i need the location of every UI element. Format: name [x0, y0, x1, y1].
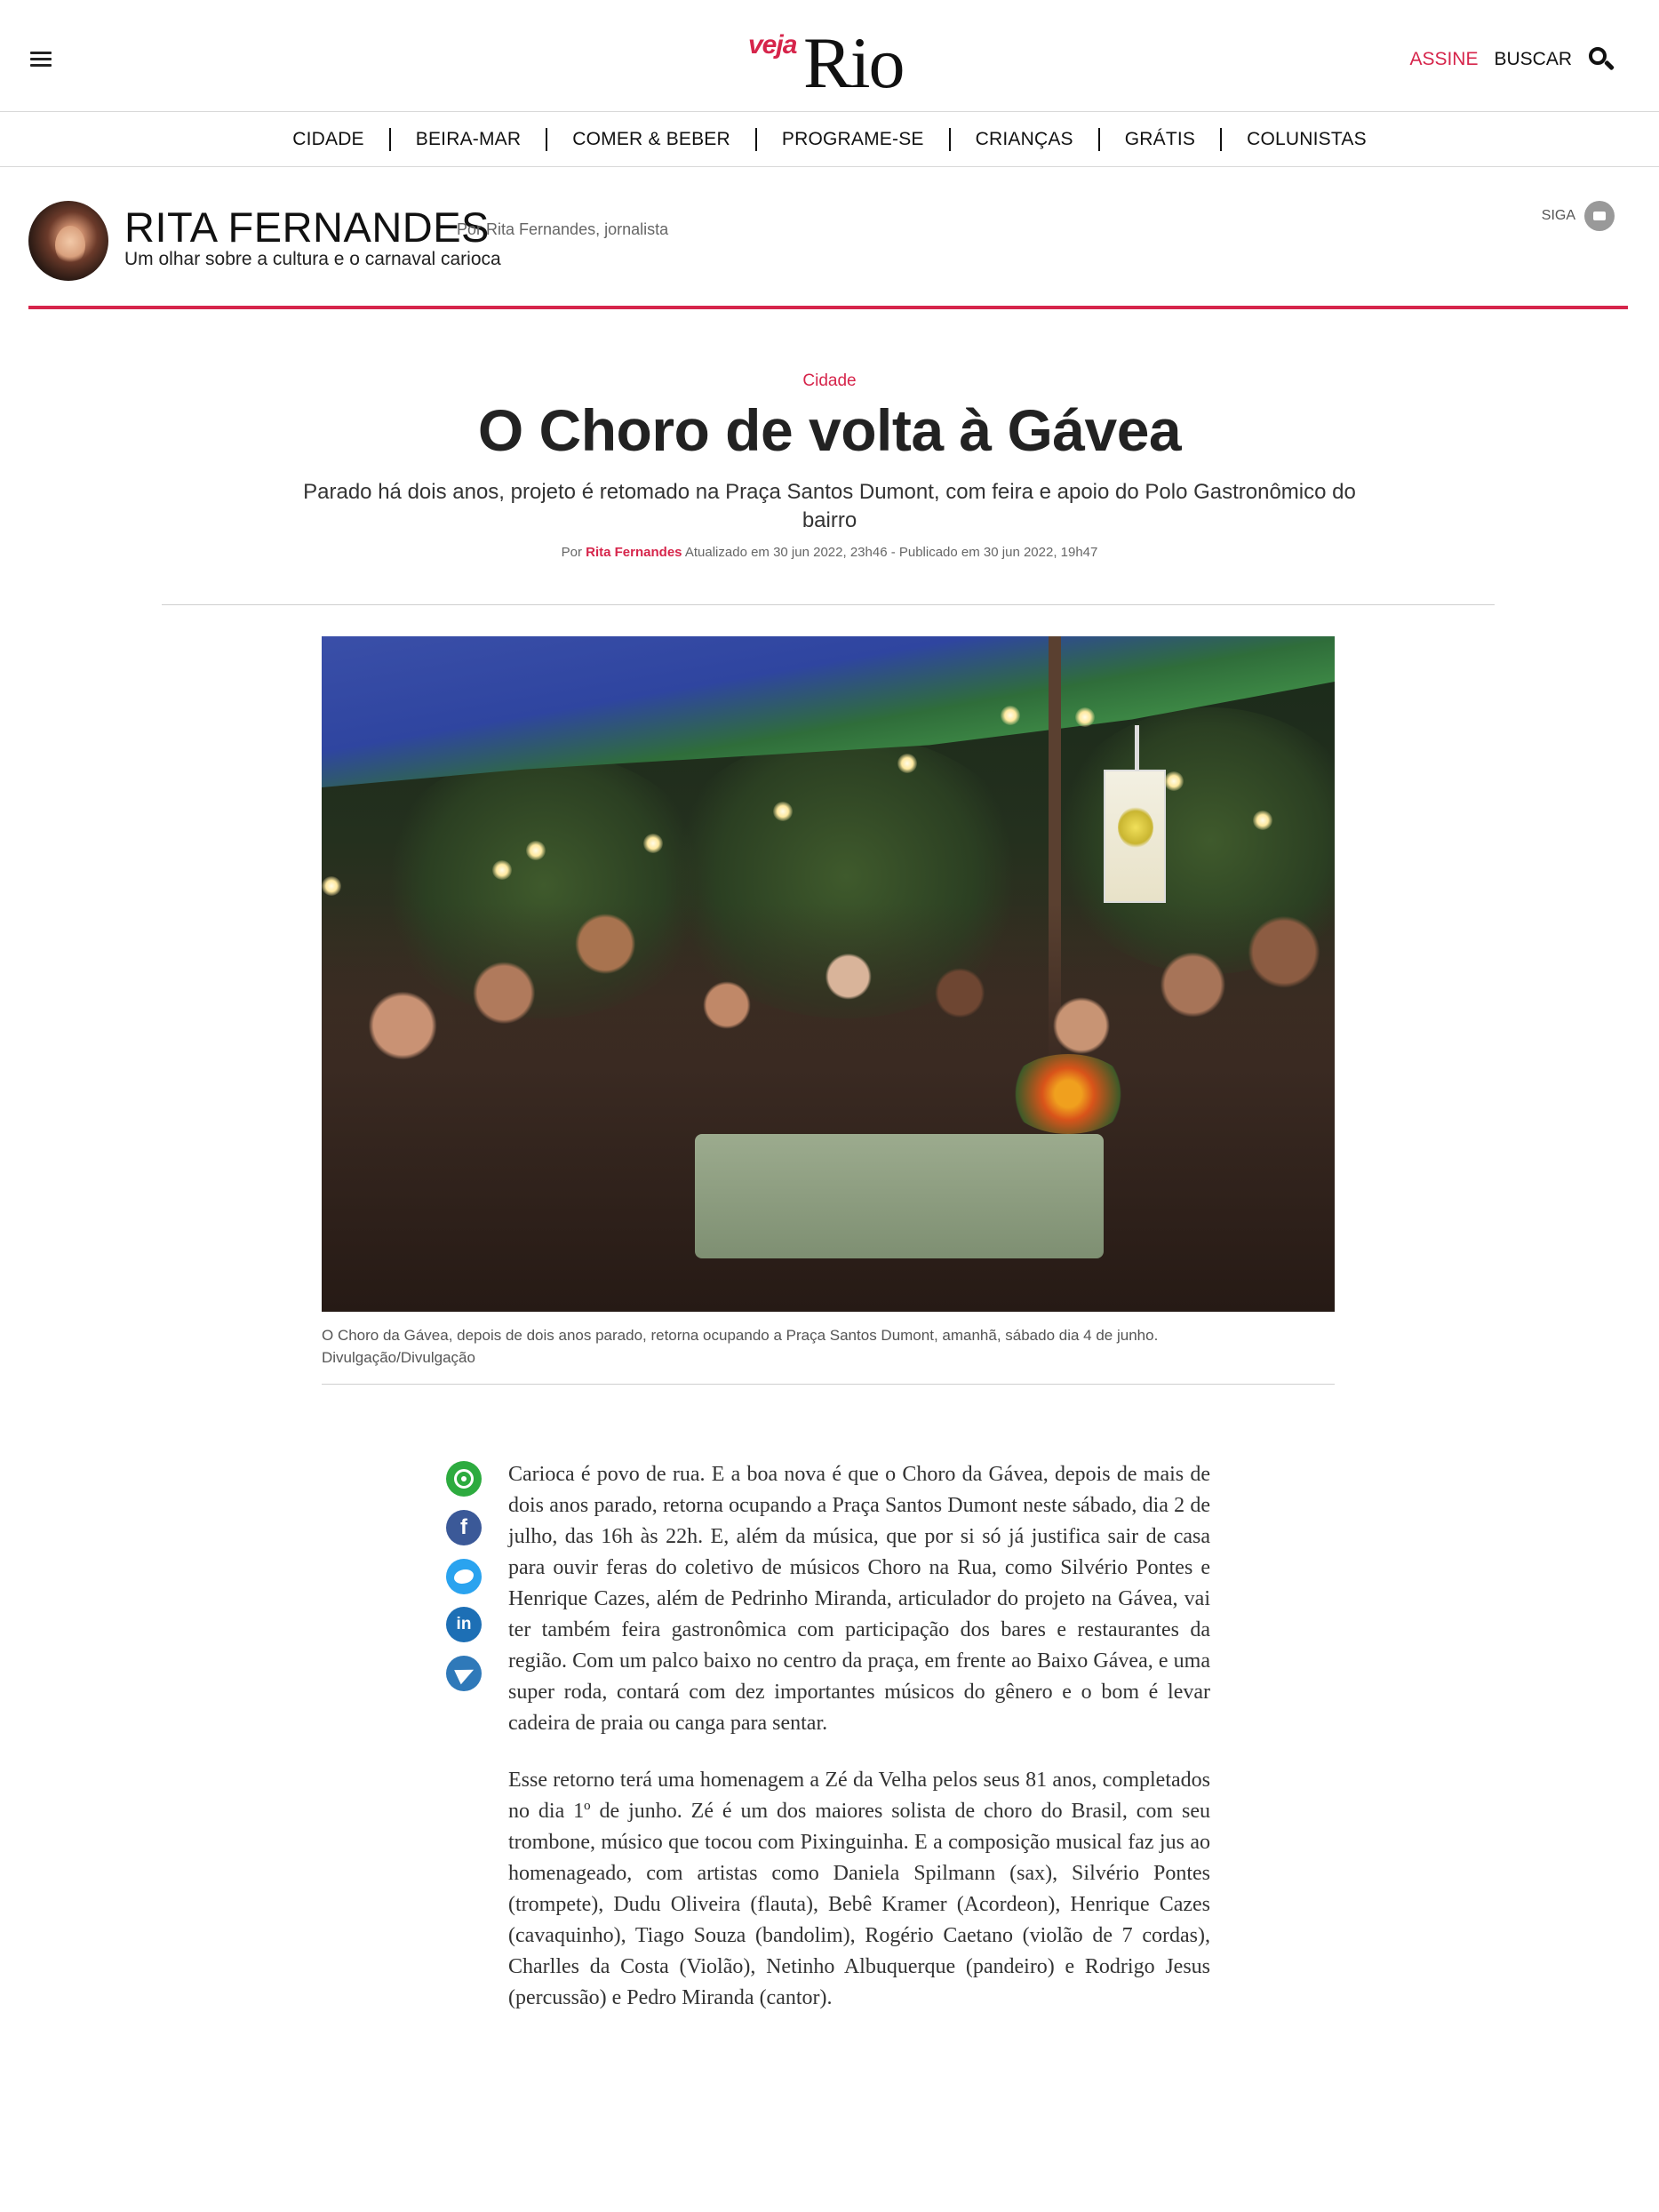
photo-light [1001, 706, 1020, 725]
article-paragraph: Esse retorno terá uma homenagem a Zé da Velha pelos seus 81 anos, completados no dia 1º de junho. Zé é um dos maiores solista de choro do Brasil, com seu trombone, músico que tocou com Pixinguinha. E a composição musical faz jus ao homenageado, com artistas como Daniela Spilmann (sax), Silvério Pontes (trompete), Dudu Oliveira (flauta), Bebê Kramer (Acordeon), Henrique Cazes (cavaquinho), Tiago Souza (bandolim), Rogério Caetano (violão de 7 cordas), Charlles da Costa (Violão), Netinho Albuquerque (pandeiro) e Rodrigo Jesus (percussão) e Pedro Miranda (cantor). [508, 1769, 1210, 2009]
whatsapp-icon [454, 1469, 474, 1489]
photo-light [1164, 771, 1184, 791]
photo-light [897, 754, 917, 773]
linkedin-share-button[interactable] [446, 1607, 482, 1642]
columnist-name[interactable]: RITA FERNANDES [124, 204, 490, 251]
photo-light [1075, 707, 1095, 727]
photo-divider [322, 1384, 1335, 1385]
nav-item-criancas[interactable]: CRIANÇAS [975, 128, 1073, 149]
photo-light [643, 834, 663, 853]
photo-caption: O Choro da Gávea, depois de dois anos parado, retorna ocupando a Praça Santos Dumont, amanhã, sábado dia 4 de junho. Divulgação/Divulgação [322, 1327, 1159, 1366]
subscribe-link[interactable]: ASSINE [1409, 49, 1479, 69]
photo-light [492, 860, 512, 880]
photo-flowers [1006, 1054, 1130, 1134]
header-actions [1409, 46, 1615, 73]
columnist-byline: Por Rita Fernandes, jornalista [457, 220, 669, 238]
photo-light [526, 841, 546, 860]
article-title: O Choro de volta à Gávea [477, 397, 1182, 463]
photo-light [322, 876, 341, 896]
follow-label: SIGA [1541, 208, 1575, 223]
twitter-icon [454, 1569, 474, 1584]
top-header [0, 0, 1659, 112]
mail-icon [1584, 201, 1615, 231]
follow-button[interactable] [1542, 201, 1615, 231]
photo-light [773, 802, 793, 821]
main-nav [0, 112, 1659, 167]
nav-item-gratis[interactable]: GRÁTIS [1124, 128, 1196, 149]
menu-icon[interactable] [30, 52, 52, 68]
search-icon[interactable] [1588, 46, 1615, 73]
nav-item-colunistas[interactable]: COLUNISTAS [1247, 128, 1367, 149]
meta-by: Por [561, 545, 582, 560]
nav-item-comer-beber[interactable]: COMER & BEBER [572, 128, 730, 149]
whatsapp-share-button[interactable] [446, 1461, 482, 1497]
photo-light [1253, 811, 1272, 830]
facebook-icon: f [460, 1515, 467, 1539]
columnist-description: Um olhar sobre a cultura e o carnaval carioca [124, 249, 501, 269]
nav-item-cidade[interactable]: CIDADE [292, 128, 364, 149]
telegram-share-button[interactable] [446, 1656, 482, 1691]
columnist-header [28, 201, 1628, 281]
columnist-avatar[interactable] [28, 201, 108, 281]
photo-banner [1104, 770, 1166, 903]
article-paragraph: Carioca é povo de rua. E a boa nova é que o Choro da Gávea, depois de mais de dois anos parado, retorna ocupando a Praça Santos Dumont neste sábado, dia 2 de julho, das 16h às 22h. E, além da música, que por si só já justifica sair de casa para ouvir feras do coletivo de músicos Choro na Rua, como Silvério Pontes e Henrique Cazes, além de Pedrinho Miranda, articulador do projeto na Gávea, vai ter também feira gastronômica com participação dos bares e restaurantes da região. Com um palco baixo no centro da praça, em frente ao Baixo Gávea, e uma super roda, contará com dez importantes músicos do gênero e o bom é levar cadeira de praia ou canga para sentar. [508, 1463, 1210, 1735]
nav-item-beira-mar[interactable]: BEIRA-MAR [415, 128, 522, 149]
header-divider [162, 604, 1495, 605]
search-link[interactable]: BUSCAR [1494, 49, 1572, 69]
veja-rio-logo[interactable] [746, 22, 915, 103]
article-subtitle: Parado há dois anos, projeto é retomado na Praça Santos Dumont, com feira e apoio do Polo Gastronômico do bairro [303, 480, 1356, 532]
article-body [508, 1459, 1210, 2040]
meta-dates: Atualizado em 30 jun 2022, 23h46 - Publicado em 30 jun 2022, 19h47 [684, 545, 1098, 560]
twitter-share-button[interactable] [446, 1559, 482, 1594]
article-meta [0, 545, 1659, 560]
columnist-divider [28, 306, 1628, 309]
meta-author-link[interactable]: Rita Fernandes [586, 545, 682, 560]
logo-rio: Rio [803, 22, 904, 103]
linkedin-icon: in [456, 1615, 472, 1633]
logo-veja: veja [748, 30, 797, 60]
article-photo [322, 636, 1335, 1312]
facebook-share-button[interactable] [446, 1510, 482, 1545]
nav-item-programe-se[interactable]: PROGRAME-SE [781, 128, 924, 149]
photo-table [695, 1134, 1104, 1258]
article-category[interactable]: Cidade [802, 371, 857, 390]
telegram-icon [454, 1663, 477, 1685]
